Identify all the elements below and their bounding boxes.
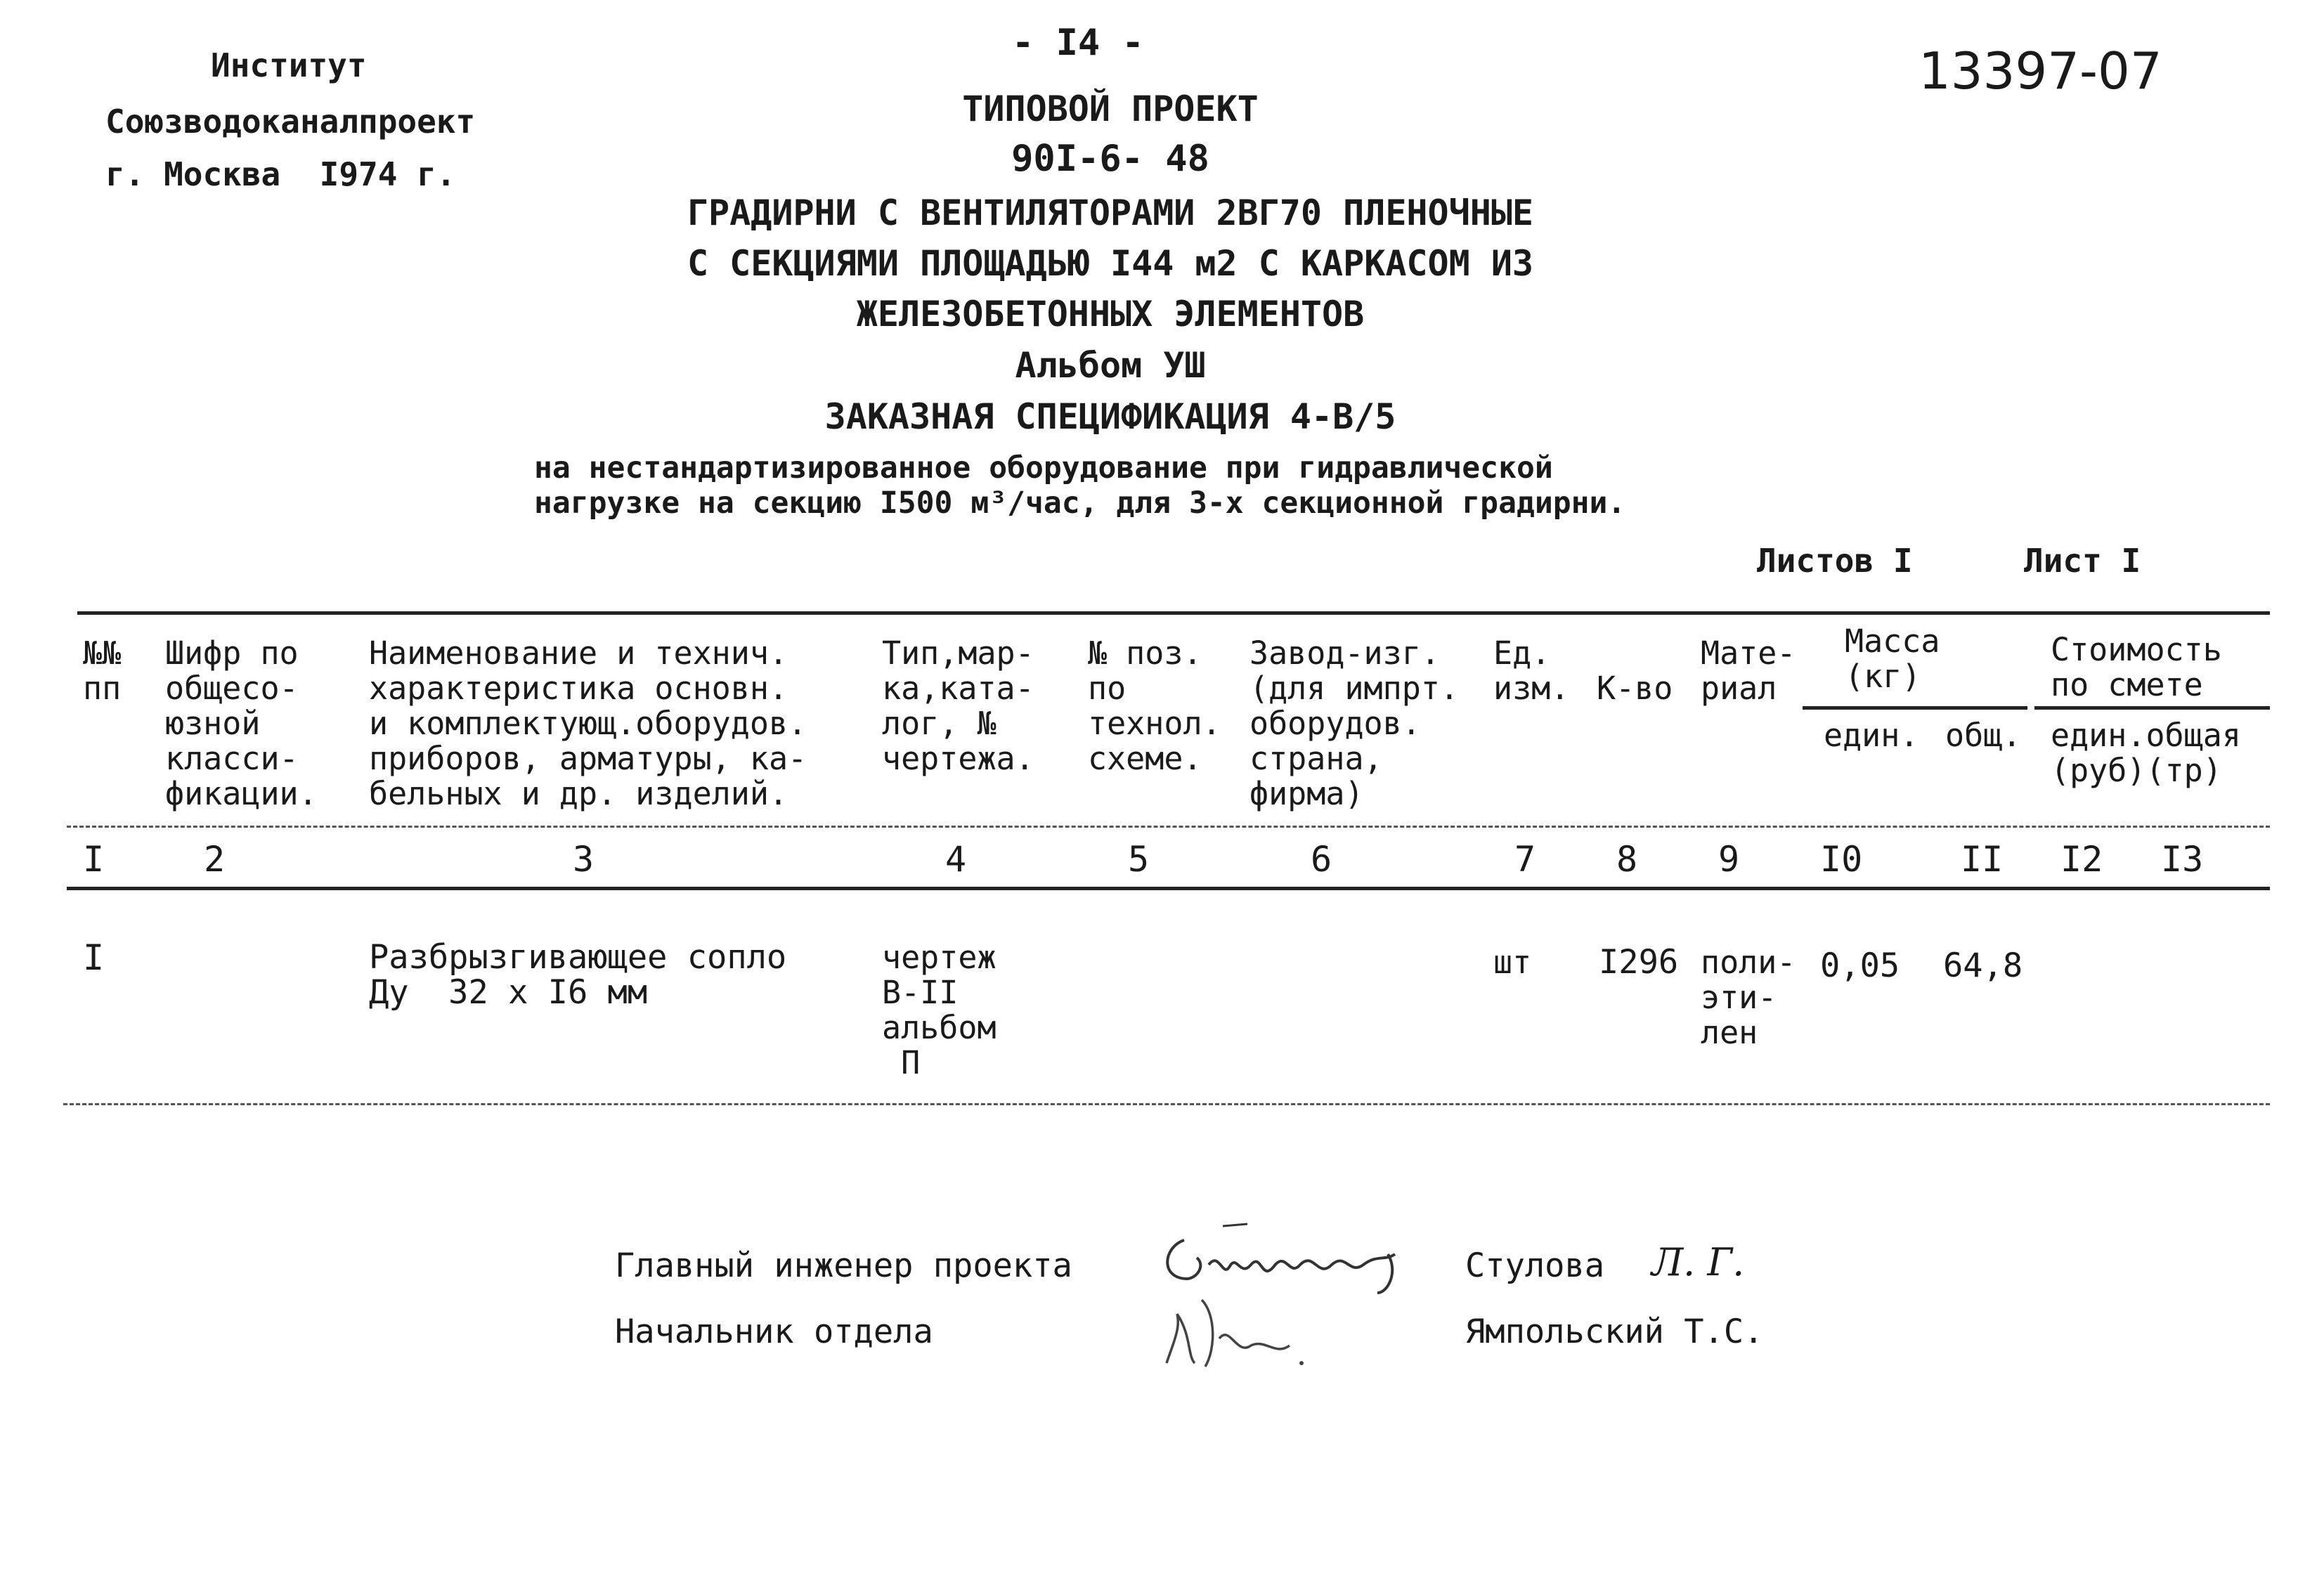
- col-number-13: I3: [2161, 839, 2204, 880]
- header-unit: Ед. изм.: [1493, 634, 1570, 707]
- page-number: - I4 -: [1012, 22, 1144, 64]
- signature-role-department-head: Начальник отдела: [615, 1313, 933, 1351]
- signature-name-department-head: Ямпольский Т.С.: [1465, 1313, 1764, 1351]
- row-unit: шт: [1493, 944, 1532, 981]
- table-bottom-rule: [63, 1103, 2270, 1105]
- project-number: 90I-6- 48: [1011, 138, 1209, 180]
- specification-title: ЗАКАЗНАЯ СПЕЦИФИКАЦИЯ 4-В/5: [824, 396, 1396, 437]
- mass-header-rule: [1803, 706, 2027, 710]
- header-bottom-rule: [67, 826, 2270, 828]
- column-numbers-rule: [67, 887, 2270, 890]
- row-name: Разбрызгивающее сопло Ду 32 х I6 мм: [369, 938, 787, 1012]
- col-number-5: 5: [1128, 839, 1150, 880]
- institute-label: Институт: [211, 46, 367, 84]
- signature-name-chief-engineer: Стулова: [1465, 1246, 1605, 1285]
- col-number-11: II: [1961, 839, 2004, 880]
- header-position-scheme: № поз. по технол. схеме.: [1088, 634, 1221, 777]
- col-number-4: 4: [945, 839, 967, 880]
- header-mass-unit: един.: [1824, 717, 1919, 754]
- sheets-total: Листов I: [1757, 542, 1913, 580]
- project-type: ТИПОВОЙ ПРОЕКТ: [962, 89, 1259, 129]
- col-number-2: 2: [204, 839, 226, 880]
- row-number: I: [83, 937, 105, 978]
- institute-city-year: г. Москва I974 г.: [105, 155, 456, 193]
- signature-role-chief-engineer: Главный инженер проекта: [615, 1246, 1072, 1285]
- project-title-line-3: ЖЕЛЕЗОБЕТОННЫХ ЭЛЕМЕНТОВ: [856, 294, 1365, 334]
- subtitle-line-1: на нестандартизированное оборудование при гидравлической: [534, 450, 1553, 486]
- header-material: Мате- риал: [1701, 634, 1796, 707]
- col-number-7: 7: [1514, 839, 1536, 880]
- header-mass-total: общ.: [1945, 717, 2022, 754]
- col-number-9: 9: [1718, 839, 1740, 880]
- subtitle-line-2: нагрузке на секцию I500 м³/час, для 3-х секционной градирни.: [534, 486, 1626, 521]
- header-type-catalog: Тип,мар- ка,ката- лог, № чертежа.: [882, 634, 1034, 777]
- album-label: Альбом УШ: [1015, 345, 1206, 386]
- header-classification-code: Шифр по общесо- юзной класси- фикации.: [165, 634, 318, 812]
- header-mass: Масса (кг): [1845, 623, 1940, 695]
- table-top-rule: [77, 611, 2270, 615]
- signature-initials-handwritten: Л. Г.: [1651, 1240, 1745, 1284]
- col-number-10: I0: [1820, 839, 1863, 880]
- project-title-line-1: ГРАДИРНИ С ВЕНТИЛЯТОРАМИ 2ВГ70 ПЛЕНОЧНЫЕ: [687, 193, 1534, 233]
- col-number-1: I: [83, 839, 105, 880]
- institute-name: Союзводоканалпроект: [105, 103, 476, 141]
- header-cost-sub: един.общая (руб)(тр): [2051, 717, 2241, 789]
- project-title-line-2: С СЕКЦИЯМИ ПЛОЩАДЬЮ I44 м2 С КАРКАСОМ ИЗ: [687, 243, 1534, 284]
- row-type: чертеж В-II альбом П: [882, 939, 997, 1081]
- document-code: 13397-07: [1919, 41, 2162, 100]
- signature-scribble-2: [1153, 1286, 1328, 1384]
- sheet-current: Лист I: [2024, 542, 2141, 580]
- row-mass-unit: 0,05: [1820, 946, 1900, 985]
- cost-header-rule: [2034, 706, 2270, 710]
- header-quantity: К-во: [1597, 670, 1673, 707]
- row-quantity: I296: [1599, 943, 1679, 982]
- header-name-characteristics: Наименование и технич. характеристика основн. и комплектующ.оборудов. приборов, арматуры, ка- бельных и др. изделий.: [369, 634, 807, 812]
- col-number-3: 3: [573, 839, 595, 880]
- col-number-6: 6: [1311, 839, 1332, 880]
- row-material: поли- эти- лен: [1701, 944, 1796, 1051]
- col-number-8: 8: [1616, 839, 1638, 880]
- header-manufacturer: Завод-изг. (для импрт. оборудов. страна, фирма): [1249, 634, 1460, 812]
- col-number-12: I2: [2060, 839, 2103, 880]
- header-row-number: №№ пп: [83, 634, 122, 707]
- header-cost: Стоимость по смете: [2051, 631, 2222, 703]
- row-mass-total: 64,8: [1943, 946, 2023, 985]
